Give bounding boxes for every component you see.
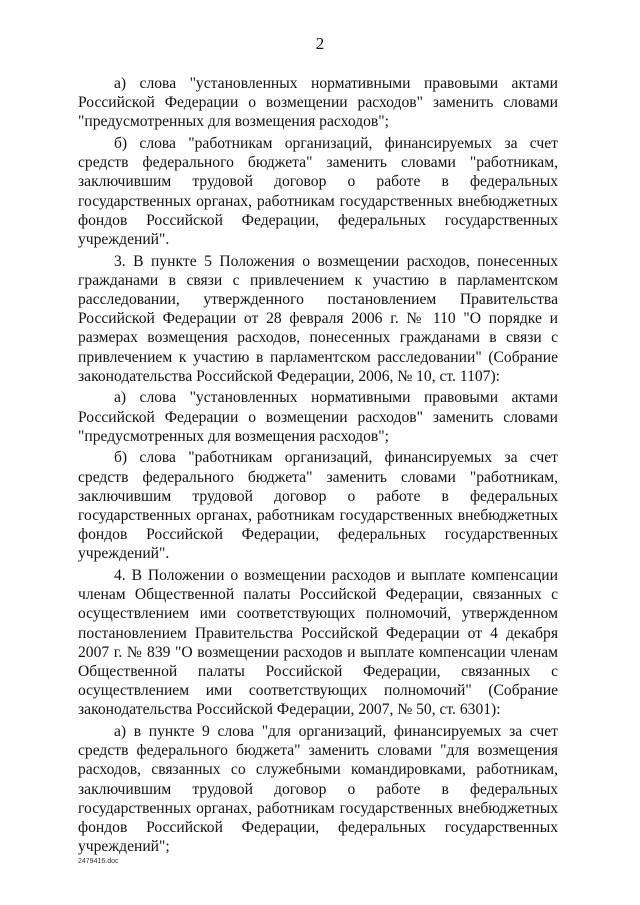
- paragraph-1a-wording: а) слова "установленных нормативными правовыми актами Российской Федерации о возмещении расходов" заменить словами "предусмотренных для возмещения расходов";: [78, 75, 558, 131]
- document-body: [78, 74, 558, 859]
- page-number: 2: [315, 34, 325, 53]
- paragraph-3a-wording: а) слова "установленных нормативными правовыми актами Российской Федерации о возмещении расходов" заменить словами "предусмотренных для возмещения расходов";: [78, 389, 558, 445]
- paragraph-item-4: 4. В Положении о возмещении расходов и выплате компенсации членам Общественной палаты Российской Федерации, связанных с осуществлением ими соответствующих полномочий, утвержденном постановлением Правительства Российской Федерации от 4 декабря 2007 г. № 839 "О возмещении расходов и выплате компенсации членам Общественной палаты Российской Федерации, связанных с осуществлением ими соответствующих полномочий" (Собрание законодательства Российской Федерации, 2007, № 50, ст. 6301):: [78, 567, 558, 719]
- paragraph-3b-wording: б) слова "работникам организаций, финансируемых за счет средств федерального бюджета" заменить словами "работникам, заключившим трудовой договор о работе в федеральных государственных органах, работникам государственных внебюджетных фондов Российской Федерации, федеральных государственных учреждений".: [78, 449, 558, 563]
- paragraph-4a-wording: а) в пункте 9 слова "для организаций, финансируемых за счет средств федерального бюджета" заменить словами "для возмещения расходов, связанных со служебными командировками, работникам, заключившим трудовой договор о работе в федеральных государственных органах, работникам государственных внебюджетных фондов Российской Федерации, федеральных государственных учреждений";: [78, 723, 558, 856]
- footer-file-code: 2479416.doc: [78, 858, 119, 865]
- paragraph-item-3: 3. В пункте 5 Положения о возмещении расходов, понесенных гражданами в связи с привлечением к участию в парламентском расследовании, утвержденного постановлением Правительства Российской Федерации от 28 февраля 2006 г. № 110 "О порядке и размерах возмещения расходов, понесенных гражданами в связи с привлечением к участию в парламентском расследовании" (Собрание законодательства Российской Федерации, 2006, № 10, ст. 1107):: [78, 252, 558, 385]
- paragraph-1b-wording: б) слова "работникам организаций, финансируемых за счет средств федерального бюджета" заменить словами "работникам, заключившим трудовой договор о работе в федеральных государственных органах, работникам государственных внебюджетных фондов Российской Федерации, федеральных государственных учреждений".: [78, 135, 558, 249]
